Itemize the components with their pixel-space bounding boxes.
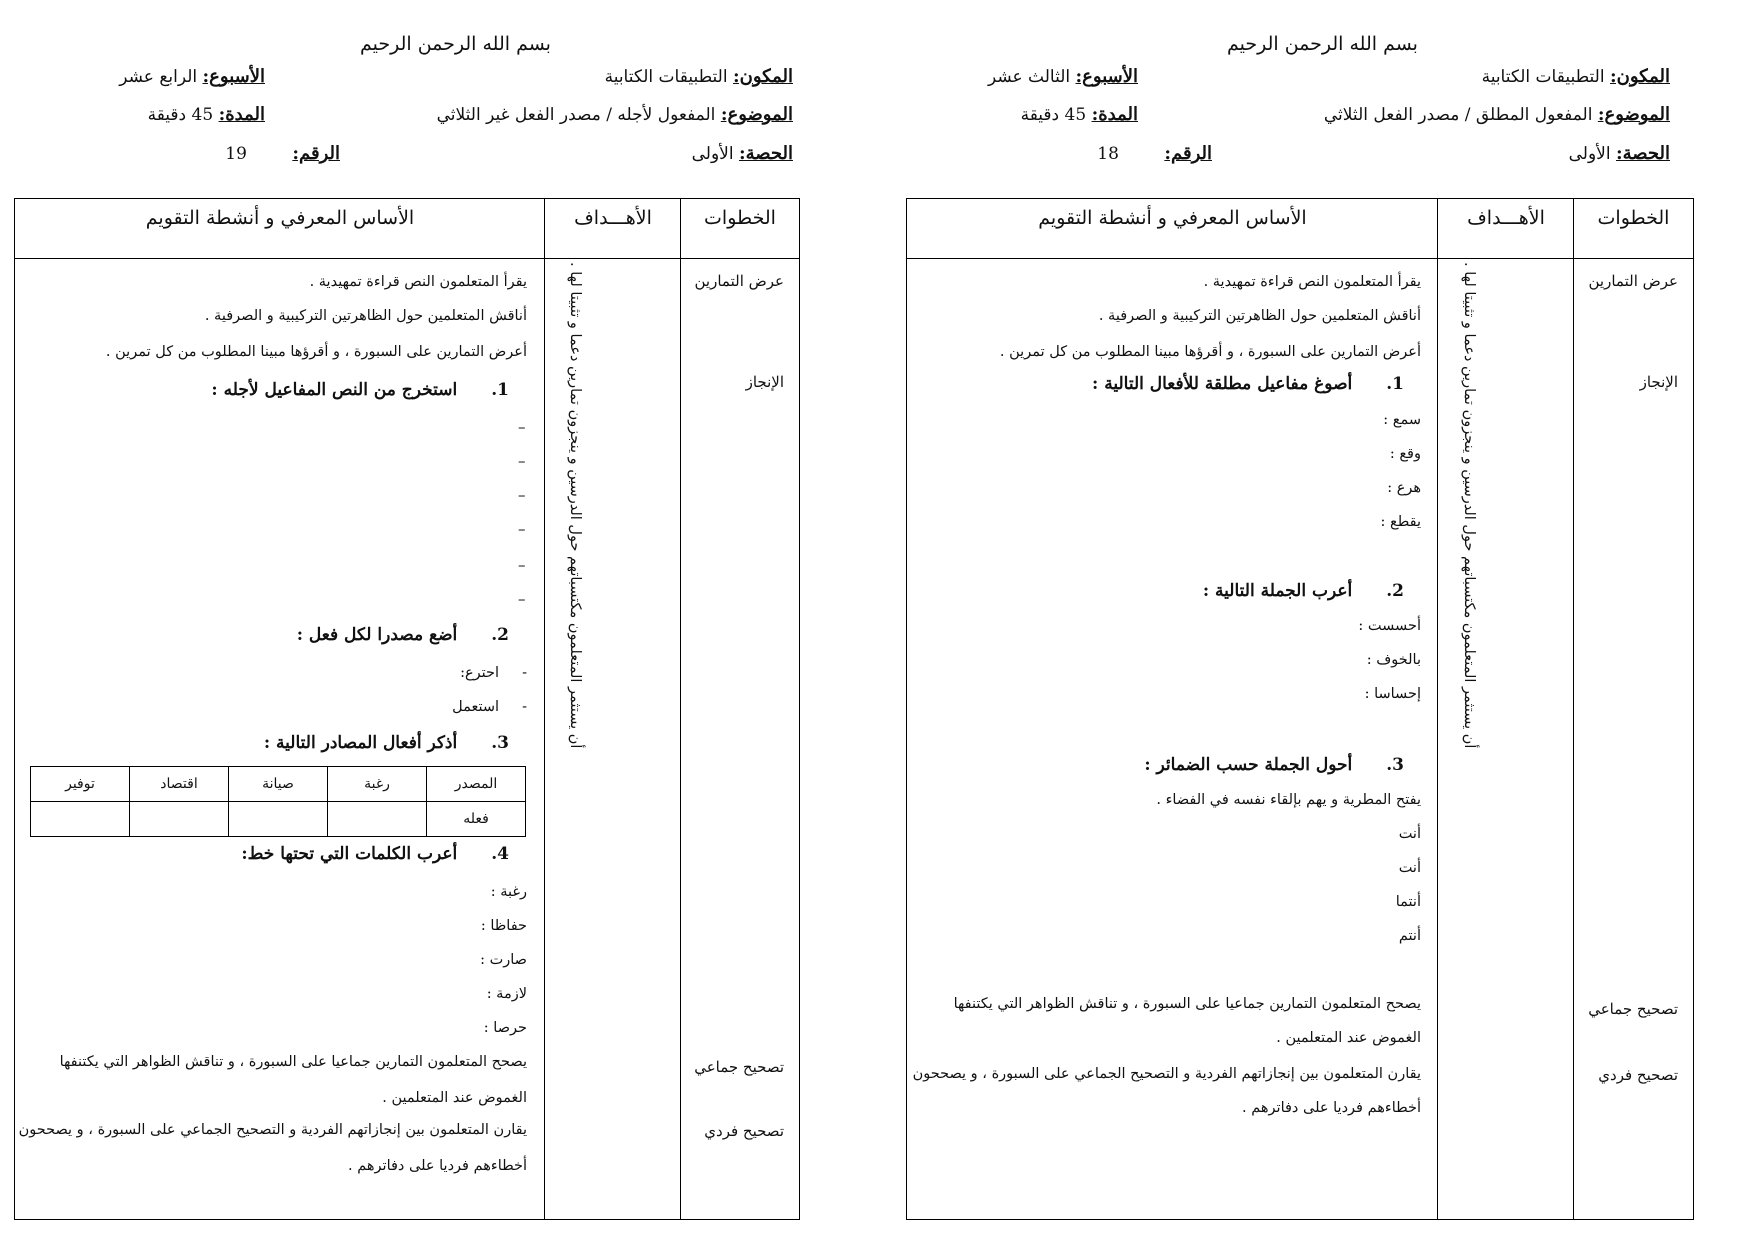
exercise-4-title: 4.أعرب الكلمات التي تحتها خط: [241,844,509,864]
step-group-correction: تصحيح جماعي [694,1058,784,1076]
header-number: الرقم: 19 [225,143,340,164]
table-cell: صيانة [229,767,328,802]
header-session: الحصة: الأولى [1568,143,1670,164]
exercise-2-title: 2.أضع مصدرا لكل فعل : [296,625,509,645]
verb-item: سمع : [1383,412,1421,428]
table-cell [130,802,229,837]
header-steps: الخطوات [1597,207,1670,229]
parse-item: إحساسا : [1364,686,1421,702]
table-cell: المصدر [427,767,526,802]
step-exercises: عرض التمارين [1588,272,1678,290]
correction-line: الغموض عند المتعلمين . [1276,1030,1421,1046]
table-cell: رغبة [328,767,427,802]
verb-item: وقع : [1389,446,1421,462]
header-component: المكون: التطبيقات الكتابية [1481,66,1670,87]
step-achievement: الإنجاز [1639,373,1678,391]
header-week: الأسبوع: الثالث عشر [987,66,1138,87]
intro-line: أناقش المتعلمين حول الظاهرتين التركيبية و الصرفية . [1098,308,1421,324]
header-component: المكون: التطبيقات الكتابية [604,66,793,87]
header-topic: الموضوع: المفعول لأجله / مصدر الفعل غير الثلاثي [436,104,793,125]
lesson-sheet-18 [877,0,1754,1240]
parse-item: حرصا : [483,1020,527,1036]
pronoun-item: أنت [1398,860,1421,876]
header-number: الرقم: 18 [1097,143,1212,164]
header-topic: الموضوع: المفعول المطلق / مصدر الفعل الثلاثي [1323,104,1670,125]
answer-dash: – [518,418,526,436]
step-individual-correction: تصحيح فردي [1598,1066,1678,1084]
exercise-1-title: 1.أصوغ مفاعيل مطلقة للأفعال التالية : [1092,374,1404,394]
table-cell [328,802,427,837]
answer-dash: – [518,452,526,470]
exercise-3-title: 3.أحول الجملة حسب الضمائر : [1144,755,1404,775]
table-cell [31,802,130,837]
correction-line: الغموض عند المتعلمين . [382,1090,527,1106]
header-session: الحصة: الأولى [691,143,793,164]
basmala: بسم الله الرحمن الرحيم [1227,33,1418,55]
source-sentence: يفتح المطرية و يهم بإلقاء نفسه في الفضاء . [1156,792,1421,808]
correction-line: يقارن المتعلمون بين إنجازاتهم الفردية و التصحيح الجماعي على السبورة ، و يصححون [912,1066,1421,1082]
step-achievement: الإنجاز [745,373,784,391]
basmala: بسم الله الرحمن الرحيم [360,33,551,55]
pronoun-item: أنتما [1395,894,1421,910]
intro-line: أناقش المتعلمين حول الظاهرتين التركيبية و الصرفية . [204,308,527,324]
pronoun-item: أنتم [1398,928,1421,944]
table-cell [229,802,328,837]
header-goals: الأهـــداف [1467,207,1545,229]
header-week: الأسبوع: الرابع عشر [119,66,265,87]
intro-line: يقرأ المتعلمون النص قراءة تمهيدية . [309,274,527,290]
verb-item: - استعمل [452,699,527,715]
step-exercises: عرض التمارين [694,272,784,290]
intro-line: يقرأ المتعلمون النص قراءة تمهيدية . [1203,274,1421,290]
step-individual-correction: تصحيح فردي [704,1122,784,1140]
exercise-2-title: 2.أعرب الجملة التالية : [1202,581,1404,601]
goal-text: أن يستثمر المتعلمون مكتسباتهم حول الدرسين و ينجزون تمارين دعما و تثبيتا لها . [1461,262,1477,749]
exercise-1-title: 1.استخرج من النص المفاعيل لأجله : [211,380,509,400]
answer-dash: – [518,590,526,608]
parse-item: رغبة : [490,884,527,900]
correction-line: يصحح المتعلمون التمارين جماعيا على السبورة ، و تناقش الظواهر التي يكتنفها [953,996,1421,1012]
intro-line: أعرض التمارين على السبورة ، و أقرؤها مبينا المطلوب من كل تمرين . [105,344,527,360]
answer-dash: – [518,486,526,504]
header-duration: المدة: 45 دقيقة [1020,104,1138,125]
parse-item: حفاظا : [480,918,527,934]
answer-dash: – [518,556,526,574]
verb-item: - احترع: [460,665,527,681]
verb-item: يقطع : [1380,514,1421,530]
header-steps: الخطوات [704,207,776,229]
parse-item: لازمة : [486,986,527,1002]
header-basis: الأساس المعرفي و أنشطة التقويم [1038,207,1307,229]
correction-line: أخطاءهم فرديا على دفاترهم . [348,1158,527,1174]
correction-line: يصحح المتعلمون التمارين جماعيا على السبورة ، و تناقش الظواهر التي يكتنفها [59,1054,527,1070]
sources-table [30,766,526,837]
parse-item: أحسست : [1358,618,1421,634]
exercise-3-title: 3.أذكر أفعال المصادر التالية : [263,733,509,753]
table-cell: فعله [427,802,526,837]
header-basis: الأساس المعرفي و أنشطة التقويم [145,207,415,229]
parse-item: بالخوف : [1366,652,1421,668]
table-cell: اقتصاد [130,767,229,802]
answer-dash: – [518,520,526,538]
table-cell: توفير [31,767,130,802]
correction-line: يقارن المتعلمون بين إنجازاتهم الفردية و التصحيح الجماعي على السبورة ، و يصححون [18,1122,527,1138]
header-duration: المدة: 45 دقيقة [147,104,265,125]
step-group-correction: تصحيح جماعي [1588,1000,1678,1018]
verb-item: هرع : [1387,480,1421,496]
goal-text: أن يستثمر المتعلمون مكتسباتهم حول الدرسين و ينجزون تمارين دعما و تثبيتا لها . [567,262,583,749]
header-goals: الأهـــداف [574,207,652,229]
parse-item: صارت : [480,952,527,968]
correction-line: أخطاءهم فرديا على دفاترهم . [1242,1100,1421,1116]
intro-line: أعرض التمارين على السبورة ، و أقرؤها مبينا المطلوب من كل تمرين . [999,344,1421,360]
pronoun-item: أنت [1398,826,1421,842]
